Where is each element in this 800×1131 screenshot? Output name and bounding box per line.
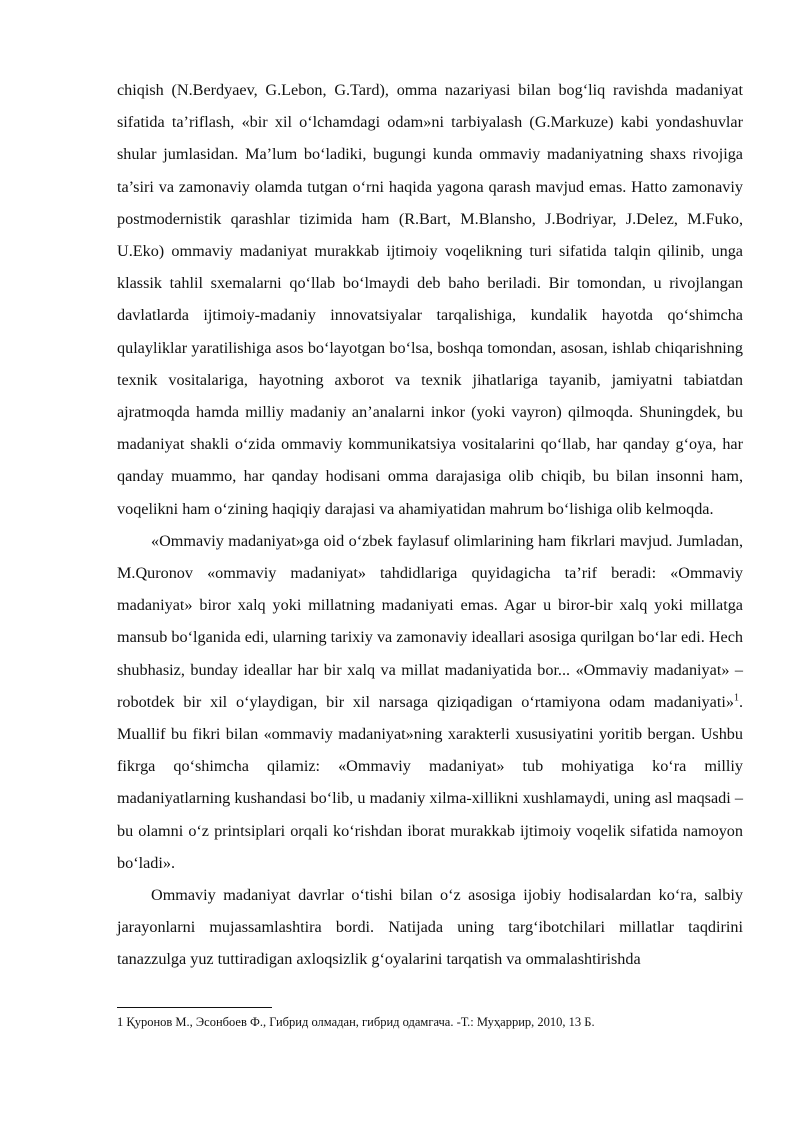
footnote: 1 Қуронов М., Эсонбоев Ф., Гибрид олмадан, гибрид одамгача. -Т.: Муҳаррир, 2010, 13 Б.: [117, 1015, 595, 1029]
paragraph-2-text-after: . Muallif bu fikri bilan «ommaviy madaniyat»ning xarakterli xususiyatini yoritib bergan. Ushbu fikrga qo‘shimcha qilamiz: «Ommaviy madaniyat» tub mohiyatiga ko‘ra milliy madaniyatlarning kushandasi bo‘lib, u madaniy xilma-xillikni xushlamaydi, uning asl maqsadi – bu olamni o‘z printsiplari orqali ko‘rishdan iborat murakkab ijtimoiy voqelik sifatida namoyon bo‘ladi».: [117, 692, 743, 872]
paragraph-1: chiqish (N.Berdyaev, G.Lebon, G.Tard), omma nazariyasi bilan bog‘liq ravishda madaniyat sifatida ta’riflash, «bir xil o‘lchamdagi odam»ni tarbiyalash (G.Markuze) kabi yondashuvlar shular jumlasidan. Ma’lum bo‘ladiki, bugungi kunda ommaviy madaniyatning shaxs rivojiga ta’siri va zamonaviy olamda tutgan o‘rni haqida yagona qarash mavjud emas. Hatto zamonaviy postmodernistik qarashlar tizimida ham (R.Bart, M.Blansho, J.Bodriyar, J.Delez, M.Fuko, U.Eko) ommaviy madaniyat murakkab ijtimoiy voqelikning turi sifatida talqin qilinib, unga klassik tahlil sxemalarni qo‘llab bo‘lmaydi deb baho beriladi. Bir tomondan, u rivojlangan davlatlarda ijtimoiy-madaniy innovatsiyalar tarqalishiga, kundalik hayotda qo‘shimcha qulayliklar yaratilishiga asos bo‘layotgan bo‘lsa, boshqa tomondan, asosan, ishlab chiqarishning texnik vositalariga, hayotning axborot va texnik jihatlariga tayanib, jamiyatni tabiatdan ajratmoqda hamda milliy madaniy an’analarni inkor (yoki vayron) qilmoqda. Shuningdek, bu madaniyat shakli o‘zida ommaviy kommunikatsiya vositalarini qo‘llab, har qanday g‘oya, har qanday muammo, har qanday hodisani omma darajasiga olib chiqib, bu bilan insonni ham, voqelikni ham o‘zining haqiqiy darajasi va ahamiyatidan mahrum bo‘lishiga olib kelmoqda.: [117, 81, 743, 518]
document-body: [117, 74, 743, 976]
paragraph-2-text-before: «Ommaviy madaniyat»ga oid o‘zbek faylasuf olimlarining ham fikrlari mavjud. Jumladan, M.Quronov «ommaviy madaniyat» tahdidlariga quyidagicha ta’rif beradi: «Ommaviy madaniyat» biror xalq yoki millatning madaniyati emas. Agar u biror-bir xalq yoki millatga mansub bo‘lganida edi, ularning tarixiy va zamonaviy ideallari asosiga qurilgan bo‘lar edi. Hech shubhasiz, bunday ideallar har bir xalq va millat madaniyatida bor... «Ommaviy madaniyat» – robotdek bir xil o‘ylaydigan, bir xil narsaga qiziqadigan o‘rtamiyona odam madaniyati»: [117, 531, 743, 711]
paragraph-2: [117, 525, 743, 879]
paragraph-3: Ommaviy madaniyat davrlar o‘tishi bilan o‘z asosiga ijobiy hodisalardan ko‘ra, salbiy jarayonlarni mujassamlashtira bordi. Natijada uning targ‘ibotchilari millatlar taqdirini tanazzulga yuz tuttiradigan axloqsizlik g‘oyalarini tarqatish va ommalashtirishda: [117, 886, 743, 969]
footnote-reference[interactable]: 1: [733, 692, 739, 704]
footnote-separator: [117, 1007, 272, 1008]
